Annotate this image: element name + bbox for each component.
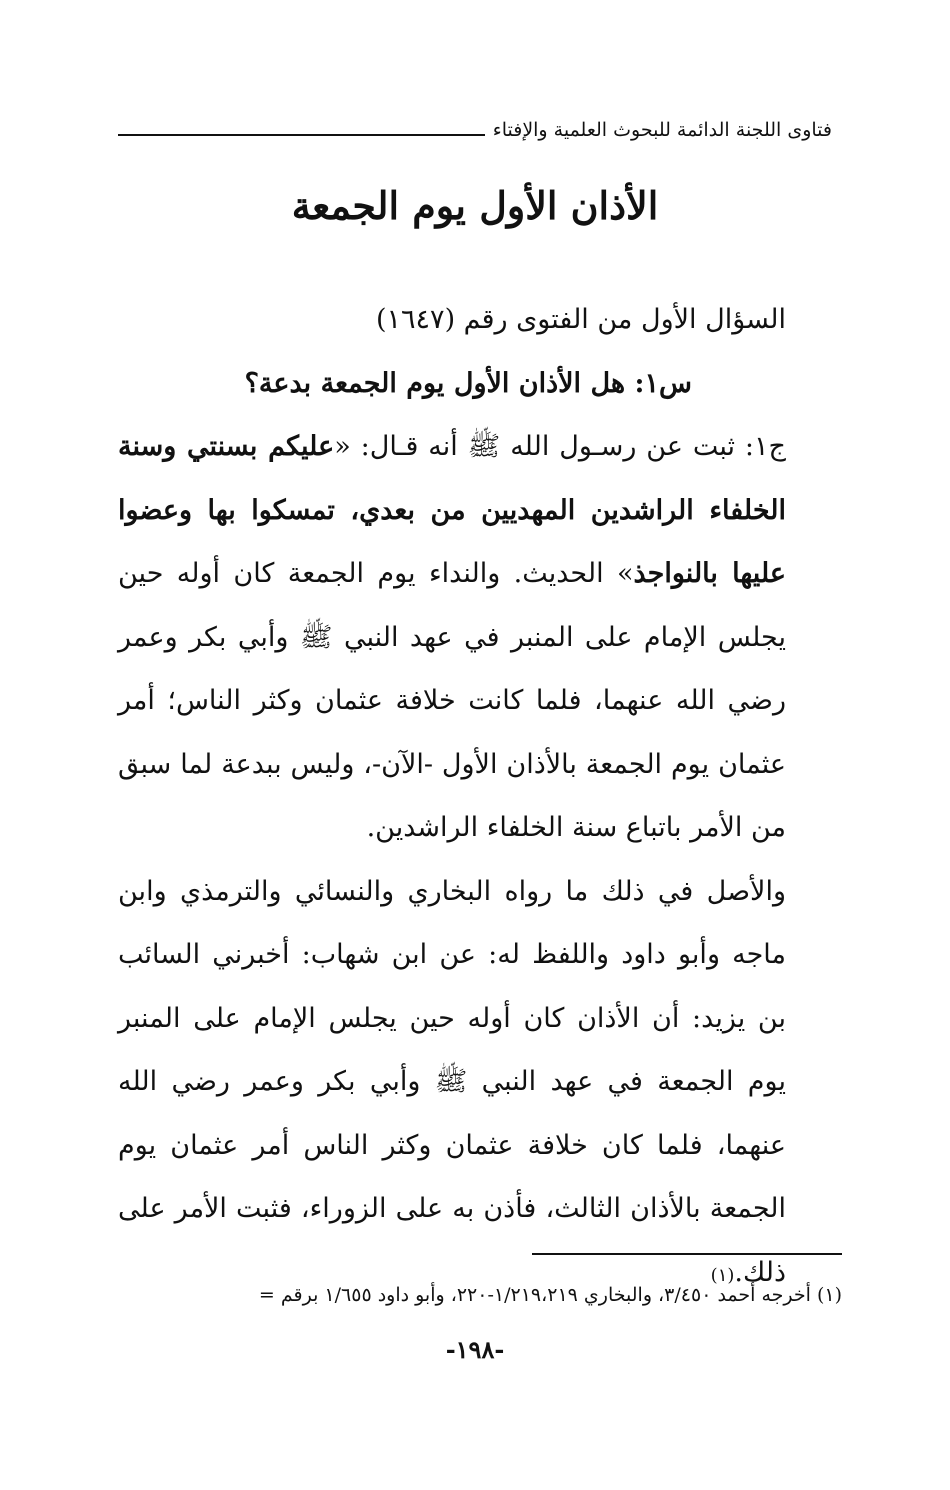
evidence-text: والأصل في ذلك ما رواه البخاري والنسائي والترمذي وابن ماجه وأبو داود واللفظ له: عن ابن شهاب: أخبرني السائب بن يزيد: أن الأذان كان أوله حين يجلس الإمام على المنبر يوم الجمعة في عهد النبي ﷺ وأبي بكر وعمر رضي الله عنهما، فلما كان خلافة عثمان وكثر الناس أمر عثمان يوم الجمعة بالأذان الثالث، فأذن به على الزوراء، فثبت الأمر على ذلك.: [118, 875, 786, 1288]
running-header-title: فتاوى اللجنة الدائمة للبحوث العلمية والإفتاء: [492, 119, 832, 141]
answer-paragraph: [118, 415, 832, 860]
footnote-marker: (١): [710, 1264, 735, 1286]
footnote-rule: [532, 1253, 842, 1255]
header-rule: [118, 134, 485, 136]
answer-intro: ثبت عن رسـول الله ﷺ أنه قـال: «: [334, 431, 736, 462]
question-paragraph: [118, 352, 832, 416]
evidence-paragraph: [118, 860, 832, 1308]
fatwa-reference: السؤال الأول من الفتوى رقم (١٦٤٧): [376, 304, 786, 335]
page-title: الأذان الأول يوم الجمعة: [291, 183, 659, 228]
question-text: هل الأذان الأول يوم الجمعة بدعة؟: [244, 367, 626, 399]
page-number: -١٩٨-: [445, 1335, 505, 1364]
body-text: [118, 288, 832, 1307]
footnote: (١) أخرجه أحمد ٣/٤٥٠، والبخاري ١/٢١٩،٢١٩-٢٢٠، وأبو داود ١/٦٥٥ برقم =: [258, 1284, 842, 1306]
answer-label: ج١:: [744, 431, 786, 462]
answer-continuation: » الحديث. والنداء يوم الجمعة كان أوله حين يجلس الإمام على المنبر في عهد النبي ﷺ وأبي بكر وعمر رضي الله عنهما، فلما كانت خلافة عثمان وكثر الناس؛ أمر عثمان يوم الجمعة بالأذان الأول -الآن-، وليس ببدعة لما سبق من الأمر باتباع سنة الخلفاء الراشدين.: [118, 558, 786, 843]
question-label: س١:: [634, 367, 692, 399]
running-header: [118, 112, 832, 142]
hadith-quote: عليكم بسنتي وسنة الخلفاء الراشدين المهديين من بعدي، تمسكوا بها وعضوا عليها بالنواجذ: [118, 431, 786, 589]
